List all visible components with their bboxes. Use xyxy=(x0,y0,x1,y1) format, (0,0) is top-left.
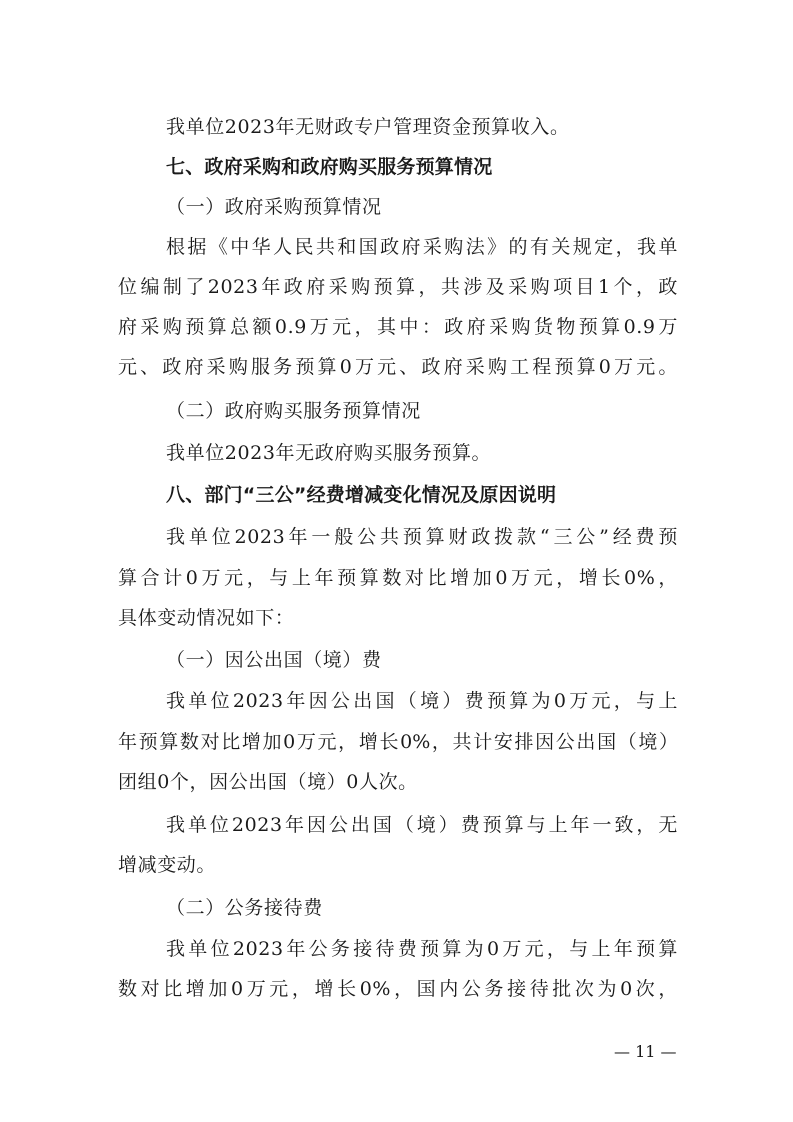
paragraph-line: 算合计0万元，与上年预算数对比增加0万元，增长0%， xyxy=(118,567,678,589)
section-heading-eight: 八、部门“三公”经费增减变化情况及原因说明 xyxy=(166,484,557,506)
paragraph-line: 团组0个，因公出国（境）0人次。 xyxy=(118,771,418,793)
paragraph-line: 数对比增加0万元，增长0%，国内公务接待批次为0次， xyxy=(118,978,678,1000)
paragraph-line: 根据《中华人民共和国政府采购法》的有关规定，我单 xyxy=(166,236,678,258)
paragraph-line: 我单位2023年公务接待费预算为0万元，与上年预算 xyxy=(166,938,678,960)
section-heading-seven: 七、政府采购和政府购买服务预算情况 xyxy=(166,156,493,178)
paragraph-line: 我单位2023年一般公共预算财政拨款“三公”经费预 xyxy=(166,526,678,548)
paragraph-line: 府采购预算总额0.9万元，其中：政府采购货物预算0.9万 xyxy=(118,316,678,338)
paragraph-line: 元、政府采购服务预算0万元、政府采购工程预算0万元。 xyxy=(118,356,678,378)
paragraph-line: 我单位2023年无政府购买服务预算。 xyxy=(166,442,492,464)
paragraph-line: 位编制了2023年政府采购预算，共涉及采购项目1个，政 xyxy=(118,276,678,298)
subsection-heading: （一）政府采购预算情况 xyxy=(166,196,382,218)
subsection-heading: （二）公务接待费 xyxy=(166,897,323,919)
paragraph-line: 我单位2023年因公出国（境）费预算为0万元，与上 xyxy=(166,690,678,712)
paragraph-line: 年预算数对比增加0万元，增长0%，共计安排因公出国（境） xyxy=(118,731,678,753)
page-number: — 11 — xyxy=(614,1042,677,1061)
paragraph-line: 我单位2023年因公出国（境）费预算与上年一致，无 xyxy=(166,814,678,836)
paragraph-line: 增减变动。 xyxy=(118,854,217,876)
subsection-heading: （一）因公出国（境）费 xyxy=(166,649,382,671)
paragraph-line: 我单位2023年无财政专户管理资金预算收入。 xyxy=(166,116,570,138)
subsection-heading: （二）政府购买服务预算情况 xyxy=(166,400,421,422)
paragraph-line: 具体变动情况如下： xyxy=(118,607,295,629)
